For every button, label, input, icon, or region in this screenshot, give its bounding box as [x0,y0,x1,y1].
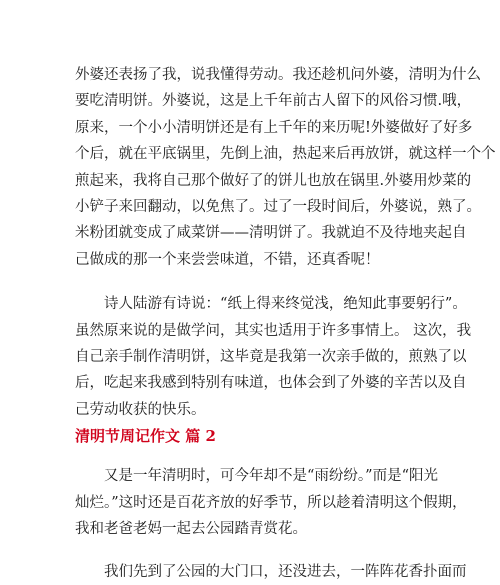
text-line: 要吃清明饼。外婆说，这是上千年前古人留下的风俗习惯.哦， [75,93,472,110]
document-page [75,62,496,585]
text-line: 我和老爸老妈一起去公园踏青赏花。 [75,521,307,538]
text-line: 诗人陆游有诗说：“纸上得来终觉浅，绝知此事要躬行”。 [104,296,467,313]
text-line: 我们先到了公园的大门口，还没进去，一阵阵花香扑面而 [104,563,467,580]
text-line: 煎起来，我将自己那个做好了的饼儿也放在锅里.外婆用炒菜的 [75,172,472,189]
text-line: 米粉团就变成了咸菜饼——清明饼了。我就迫不及待地夹起自 [75,225,467,242]
paragraph-1 [75,62,496,273]
text-line: 己劳动收获的快乐。 [75,401,206,418]
text-line: 后，吃起来我感到特别有味道，也体会到了外婆的辛苦以及自 [75,375,467,392]
text-line: 外婆还表扬了我，说我懂得劳动。我还趁机问外婆，清明为什么 [75,67,481,83]
text-line: 虽然原来说的是做学问，其实也适用于许多事情上。 这次，我 [75,322,472,339]
text-line: 又是一年清明时，可今年却不是“雨纷纷。”而是“阳光 [104,468,438,485]
paragraph-2 [75,291,472,423]
text-line: 己做成的那一个来尝尝味道，不错，还真香呢！ [75,251,380,268]
text-line: 小铲子来回翻动，以免焦了。过了一段时间后，外婆说，熟了。 [75,199,481,216]
text-line: 灿烂。”这时还是百花齐放的好季节，所以趁着清明这个假期， [75,494,467,511]
paragraph-4 [75,559,467,585]
text-line: 原来，一个小小清明饼还是有上千年的来历呢!外婆做好了好多 [75,119,473,136]
text-line: 自己亲手制作清明饼，这毕竟是我第一次亲手做的，煎熟了以 [75,349,467,366]
paragraph-3 [75,463,467,542]
section-heading: 清明节周记作文 篇 2 [75,427,216,446]
text-line: 个后，就在平底锅里，先倒上油，热起来后再放饼，就这样一个个 [75,146,496,163]
